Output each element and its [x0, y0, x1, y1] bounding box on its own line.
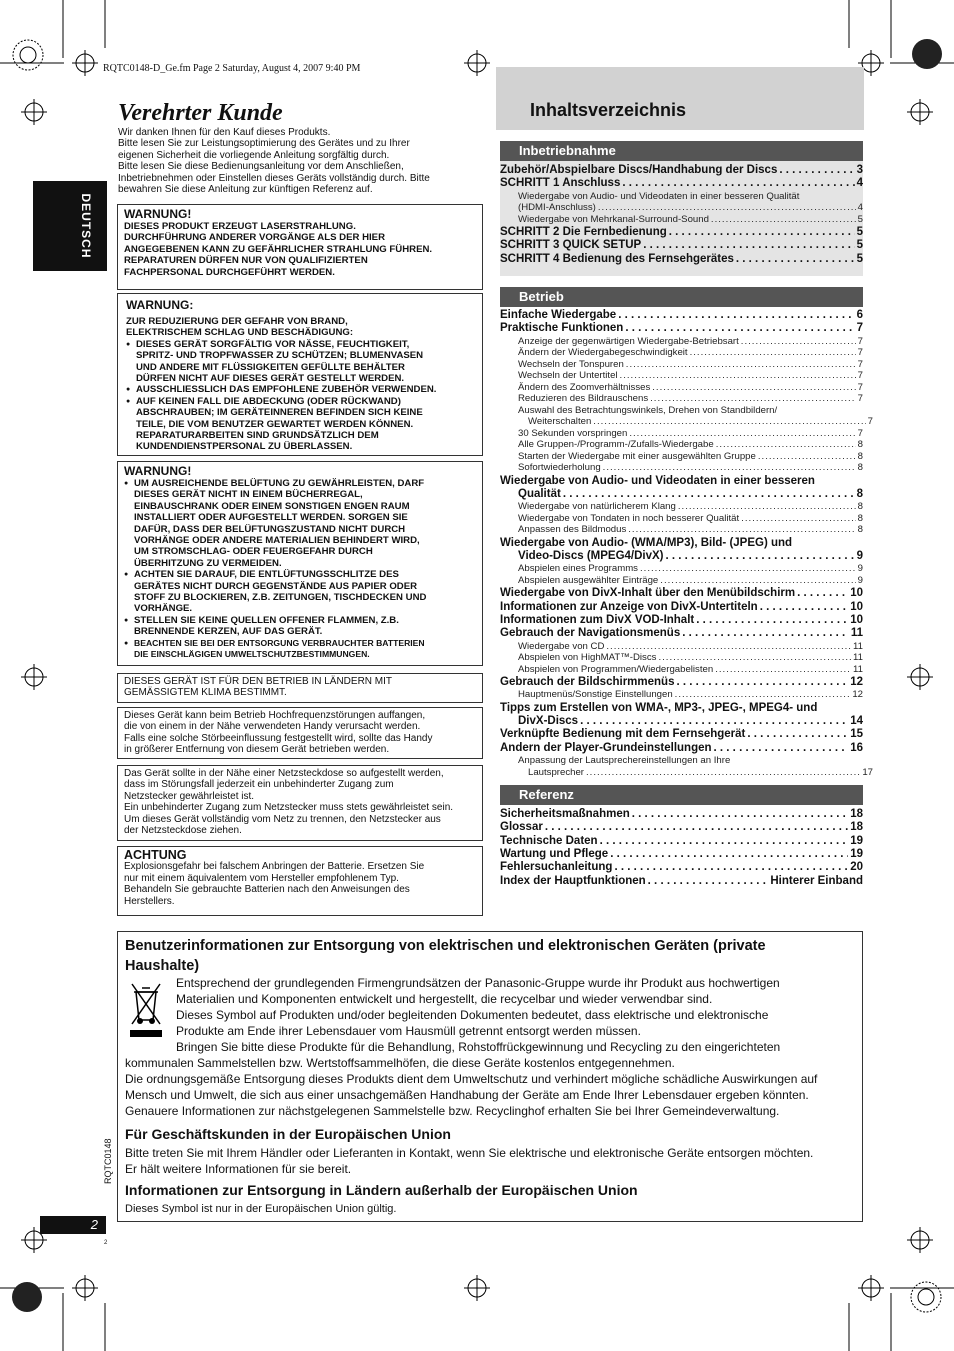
toc-entry — [500, 382, 863, 393]
rf-notice: Dieses Gerät kann beim Betrieb Hochfrequenzstörungen auffangen, die von einem in der Nähe verwendeten Handy verursacht werden. Falls eine solche Störbeeinflussung festgestellt wird, sollte das Handy in größerer Entfernung von diesem Gerät betrieben werden. — [117, 707, 483, 759]
toc-entry-page: 11 — [853, 663, 863, 675]
toc-entry — [500, 177, 863, 190]
intro-text: Wir danken Ihnen für den Kauf dieses Produkts. Bitte lesen Sie zur Leistungsoptimierung des Gerätes und zu Ihrer eigenen Sicherheit die vorliegende Anleitung sorgfältig durch. Bitte lesen Sie diese Bedienungsanleitung vor dem Anschließen, Inbetriebnehmen oder Einstellen dieses Geräts vollständig durch. Bitte bewahren Sie diese Anleitung zur künftigen Referenz auf. — [118, 127, 430, 196]
warning-bullet: ● ACHTEN SIE DARAUF, DIE ENTLÜFTUNGSSCHLITZE DES GERÄTES NICHT DURCH GEGENSTÄNDE AUS PAPIER ODER STOFF ZU BLOCKIEREN, Z.B. ZEITUNGEN, TISCHDECKEN UND VORHÄNGE. — [124, 569, 476, 615]
toc-entry-label: SCHRITT 4 Bedienung des Fernsehgerätes — [500, 252, 734, 265]
toc-entry-page: 15 — [850, 728, 863, 741]
toc-entry-label: Sicherheitsmaßnahmen — [500, 808, 630, 820]
toc-entry-label: Ändern der Wiedergabegeschwindigkeit — [518, 347, 688, 359]
toc-title: Inhaltsverzeichnis — [530, 100, 687, 120]
toc-entry-page: 7 — [857, 358, 863, 370]
toc-entry-page: 8 — [856, 487, 863, 500]
toc-entry-label: Abspielen von HighMAT™-Discs — [518, 652, 657, 663]
toc-entry-label: Gebrauch der Bildschirmmenüs — [500, 676, 675, 688]
toc-entry-label: Index der Hauptfunktionen — [500, 874, 646, 887]
toc-entry — [500, 715, 863, 728]
toc-entry-label: 30 Sekunden vorspringen — [518, 427, 628, 439]
toc-entry — [500, 513, 863, 524]
toc-entry — [500, 501, 863, 512]
toc-entry-label: Verknüpfte Bedienung mit dem Fernsehgerät — [500, 728, 746, 741]
toc-entry — [500, 202, 863, 213]
page-title: Verehrter Kunde — [118, 100, 283, 126]
toc-entry — [500, 309, 863, 322]
toc-entry-label: Praktische Funktionen — [500, 322, 624, 335]
toc-entry-page: 7 — [856, 322, 863, 335]
toc-entry — [500, 601, 863, 614]
toc-entry-label: Abspielen eines Programms — [518, 563, 638, 575]
climate-notice: DIESES GERÄT IST FÜR DEN BETRIEB IN LÄNDERN MIT GEMÄSSIGTEM KLIMA BESTIMMT. — [117, 673, 483, 703]
toc-entry — [500, 575, 863, 586]
toc-entry — [500, 835, 863, 848]
toc-entry — [500, 462, 863, 473]
caution-heading: ACHTUNG — [124, 848, 187, 862]
disposal-title: Benutzerinformationen zur Entsorgung von elektrischen und elektronischen Geräten (private Haushalte) — [125, 938, 766, 974]
toc-entry-page: 11 — [853, 652, 863, 663]
toc-entry-page: 16 — [850, 741, 863, 754]
toc-entry-label: Reduzieren des Bildrauschens — [518, 393, 649, 405]
disposal-paragraph: Entsprechend der grundlegenden Firmengrundsätzen der Panasonic-Gruppe wurde ihr Produkt aus hochwertigen Materialien und Komponenten entwickelt und hergestellt, die recycelbar und wieder verwendbar sind. Dieses Symbol auf Produkten und/oder begleitenden Dokumenten bedeutet, dass elektrische und elektronische Produkte am Ende ihrer Lebensdauer vom Hausmüll getrennt entsorgt werden müssen. Bringen Sie bitte diese Produkte für die Behandlung, Rohstoffrückgewinnung und Recycling zu den eingerichteten — [176, 976, 781, 1054]
toc-entry — [500, 405, 863, 416]
toc-entry-label: Sofortwiederholung — [518, 462, 601, 474]
toc-entry — [500, 861, 863, 874]
toc-entry-page: 9 — [856, 550, 863, 562]
toc-entry-page: Hinterer Einband — [770, 874, 863, 887]
toc-entry-page: 10 — [850, 600, 863, 613]
disposal-paragraph-2: kommunalen Sammelstellen bzw. Wertstoffsammelhöfen, die diese Geräte kostenlos entgegennehmen. Die ordnungsgemäße Entsorgung dieses Produkts dient dem Umweltschutz und verhindert mögliche schädliche Auswirkungen auf Mensch und Umwelt, die sich aus einer unsachgemäßen Handhabung der Geräte am Ende Ihrer Lebensdauer ergeben könnten. Genauere Informationen zur nächstgelegenen Sammelstelle bzw. Recyclinghof erhalten Sie bei Ihrer Gemeindeverwaltung. — [125, 1056, 818, 1118]
toc-entry-label: Technische Daten — [500, 834, 598, 847]
toc-entry — [500, 821, 863, 834]
toc-entry — [500, 641, 863, 652]
toc-entry-label: Ändern des Zoomverhältnisses — [518, 381, 651, 393]
toc-entry-page: 5 — [857, 213, 863, 225]
warning-heading: WARNUNG: — [126, 298, 194, 312]
toc-entry-page: 14 — [850, 715, 863, 728]
warning-heading: WARNUNG! — [124, 207, 192, 221]
toc-entry-label: Video-Discs (MPEG4/DivX) — [518, 550, 664, 562]
toc-entry-page: 8 — [857, 439, 863, 451]
toc-entry-page: 18 — [850, 821, 863, 834]
toc-entry — [500, 652, 863, 663]
toc-entry-label: Wiedergabe von Mehrkanal-Surround-Sound — [518, 213, 709, 225]
toc-entry-page: 12 — [850, 676, 863, 688]
warning-bullet: ● BEACHTEN SIE BEI DER ENTSORGUNG VERBRAUCHTER BATTERIEN DIE EINSCHLÄGIGEN UMWELTSCHUTZBESTIMMUNGEN. — [124, 638, 476, 661]
toc-entry-label: Glossar — [500, 821, 543, 834]
toc-entry-label: Anzeige der gegenwärtigen Wiedergabe-Betriebsart — [518, 335, 739, 347]
toc-entry — [500, 627, 863, 640]
toc-entry-label: SCHRITT 3 QUICK SETUP — [500, 239, 642, 252]
toc-entry — [500, 226, 863, 239]
page-number: 2 — [40, 1216, 106, 1234]
toc-entry-page: 8 — [857, 524, 863, 536]
toc-entry — [500, 689, 863, 700]
toc-entry — [500, 253, 863, 266]
toc-entry-page: 7 — [857, 347, 863, 359]
toc-entry-page: 4 — [857, 202, 863, 214]
toc-entry-label: Wiedergabe von Audio- und Videodaten in einer besseren — [500, 474, 815, 487]
toc-entry — [500, 416, 873, 427]
toc-header — [496, 67, 864, 130]
toc-entry — [500, 164, 863, 177]
toc-entry-label: Abspielen von Programmen/Wiedergabelisten — [518, 663, 714, 675]
toc-entry — [500, 537, 863, 550]
fire-warning-box: WARNUNG: ZUR REDUZIERUNG DER GEFAHR VON BRAND, ELEKTRISCHEM SCHLAG UND BESCHÄDIGUNG: ● DIESES GERÄT SORGFÄLTIG VOR NÄSSE, FEUCHTIGKEIT, SPRITZ- UND TROPFWASSER ZU SCHÜTZEN; BLUMENVASEN UND ANDERE MIT FLÜSSIGKEITEN GEFÜLLTE BEHÄLTER DÜRFEN NICHT AUF DIESES GERÄT GESTELLT WERDEN. ● AUSSCHLIESSLICH DAS EMPFOHLENE ZUBEHÖR VERWENDEN. ● AUF KEINEN FALL DIE ABDECKUNG (ODER RÜCKWAND) ABSCHRAUBEN; IM GERÄTEINNEREN BEFINDEN SICH KEINE TEILE, DIE VOM BENUTZER GEWARTET WERDEN KÖNNEN. REPARATURARBEITEN SIND GRUNDSÄTZLICH DEM KUNDENDIENSTPERSONAL ZU ÜBERLASSEN. — [117, 293, 483, 456]
warning-bullet: ● DIESES GERÄT SORGFÄLTIG VOR NÄSSE, FEUCHTIGKEIT, SPRITZ- UND TROPFWASSER ZU SCHÜTZEN; BLUMENVASEN UND ANDERE MIT FLÜSSIGKEITEN GEFÜLLTE BEHÄLTER DÜRFEN NICHT AUF DIESES GERÄT GESTELLT WERDEN. — [126, 339, 474, 385]
toc-entry — [500, 475, 863, 488]
toc-entry-page: 10 — [850, 587, 863, 600]
toc-entry-label: Wechseln der Untertitel — [518, 370, 618, 382]
toc-entry-label: SCHRITT 2 Die Fernbedienung — [500, 226, 667, 239]
toc-entry-label: Alle Gruppen-/Programm-/Zufalls-Wiedergabe — [518, 439, 714, 451]
toc-entry-page: 12 — [852, 689, 863, 701]
toc-entry — [500, 664, 863, 675]
battery-caution-box: ACHTUNG Explosionsgefahr bei falschem Anbringen der Batterie. Ersetzen Sie nur mit einem äquivalentem vom Hersteller empfohlenem Typ. Behandeln Sie gebrauchte Batterien nach den Anweisungen des Herstellers. — [117, 846, 483, 916]
file-header: RQTC0148-D_Ge.fm Page 2 Saturday, August 4, 2007 9:40 PM — [103, 63, 361, 74]
toc-entry — [500, 702, 863, 715]
ventilation-warning-box — [117, 461, 483, 666]
toc-entry — [500, 728, 863, 741]
business-paragraph: Bitte treten Sie mit Ihrem Händler oder Lieferanten in Kontakt, wenn Sie elektrische und elektronische Geräte entsorgen möchten. Er hält weitere Informationen für sie bereit. — [125, 1146, 814, 1176]
toc-entry-label: (HDMI-Anschluss) — [518, 202, 596, 214]
toc-entry-page: 8 — [857, 512, 863, 524]
toc-entry-label: Anpassung der Lautsprechereinstellungen an Ihre — [518, 755, 731, 766]
toc-entry-label: Wiedergabe von CD — [518, 640, 605, 652]
toc-entry-label: Wiedergabe von Audio- und Videodaten in einer besseren Qualität — [518, 190, 800, 202]
toc-entry — [500, 676, 863, 689]
toc-entry — [500, 428, 863, 439]
toc-entry — [500, 336, 863, 347]
toc-entry-page: 7 — [857, 335, 863, 347]
toc-entry-label: Lautsprecher — [528, 766, 584, 778]
toc-entry-label: Wechseln der Tonspuren — [518, 358, 624, 370]
toc-section-inbetriebnahme: Inbetriebnahme — [500, 141, 863, 161]
toc-entry-page: 8 — [857, 501, 863, 513]
toc-entry-label: Wiedergabe von Tondaten in noch besserer Qualität — [518, 512, 740, 524]
toc-entry-page: 9 — [857, 563, 863, 575]
document-code: RQTC0148 — [103, 1138, 113, 1184]
toc-entry-page: 7 — [857, 381, 863, 393]
toc-entry-label: SCHRITT 1 Anschluss — [500, 177, 621, 190]
outside-eu-heading: Informationen zur Entsorgung in Ländern außerhalb der Europäischen Union — [125, 1182, 638, 1198]
toc-entry-label: Wiedergabe von DivX-Inhalt über den Menübildschirm — [500, 587, 796, 600]
toc-entry — [500, 439, 863, 450]
toc-entry — [500, 742, 863, 755]
language-tab — [33, 181, 107, 271]
toc-entry-page: 9 — [857, 574, 863, 586]
warning-bullet: ● AUF KEINEN FALL DIE ABDECKUNG (ODER RÜCKWAND) ABSCHRAUBEN; IM GERÄTEINNEREN BEFINDEN SICH KEINE TEILE, DIE VOM BENUTZER GEWARTET WERDEN KÖNNEN. REPARATURARBEITEN SIND GRUNDSÄTZLICH DEM KUNDENDIENSTPERSONAL ZU ÜBERLASSEN. — [126, 396, 474, 453]
toc-entry-label: Wiedergabe von natürlicherem Klang — [518, 501, 676, 513]
warning-bullet: ● AUSSCHLIESSLICH DAS EMPFOHLENE ZUBEHÖR VERWENDEN. — [126, 384, 474, 395]
toc-entry-label: DivX-Discs — [518, 715, 579, 728]
warning-heading: WARNUNG! — [124, 464, 192, 478]
toc-entry-page: 17 — [862, 766, 873, 778]
toc-entry-label: Zubehör/Abspielbare Discs/Handhabung der Discs — [500, 164, 778, 176]
toc-entry — [500, 587, 863, 600]
toc-entry-page: 5 — [856, 239, 863, 252]
toc-entry-label: Weiterschalten — [528, 416, 592, 428]
toc-entry-label: Hauptmenüs/Sonstige Einstellungen — [518, 689, 673, 701]
toc-section-referenz: Referenz — [500, 785, 863, 805]
toc-entry — [500, 848, 863, 861]
toc-entry-label: Tipps zum Erstellen von WMA-, MP3-, JPEG-, MPEG4- und — [500, 701, 818, 714]
socket-notice: Das Gerät sollte in der Nähe einer Netzsteckdose so aufgestellt werden, dass im Störungsfall jederzeit ein unbehinderter Zugang zum Netzstecker gewährleistet ist. Ein unbehinderter Zugang zum Netzstecker muss stets gewährleistet sein. Um dieses Gerät vollständig vom Netz zu trennen, den Netzstecker aus der Netzsteckdose ziehen. — [117, 765, 483, 841]
toc-entry-label: Einfache Wiedergabe — [500, 309, 617, 321]
toc-entry — [500, 393, 863, 404]
toc-entry-page: 7 — [857, 393, 863, 405]
toc-entry — [500, 563, 863, 574]
toc-entry — [500, 614, 863, 627]
toc-entry-label: Informationen zum DivX VOD-Inhalt — [500, 613, 695, 626]
toc-entry-page: 11 — [850, 627, 863, 640]
laser-warning-box: WARNUNG! DIESES PRODUKT ERZEUGT LASERSTRAHLUNG. DURCHFÜHRUNG ANDERER VORGÄNGE ALS DER HIER ANGEGEBENEN KANN ZU GEFÄHRLICHER STRAHLUNG FÜHREN. REPARATUREN DÜRFEN NUR VON QUALIFIZIERTEN FACHPERSONAL DURCHGEFÜHRT WERDEN. — [117, 204, 483, 290]
toc-entry-page: 10 — [850, 613, 863, 626]
toc-entry — [500, 808, 863, 821]
toc-entry — [500, 191, 863, 202]
toc-entry-page: 20 — [850, 861, 863, 874]
toc-entry-label: Starten der Wiedergabe mit einer ausgewählten Gruppe — [518, 450, 756, 462]
toc-entry-label: Qualität — [518, 487, 561, 500]
toc-entry-label: Wartung und Pflege — [500, 847, 609, 860]
toc-entry-page: 4 — [856, 177, 863, 190]
disposal-info-box — [117, 931, 863, 1222]
toc-entry-label: Ändern der Player-Grundeinstellungen — [500, 741, 712, 754]
toc-entry-page: 7 — [867, 416, 873, 428]
toc-entry-page: 5 — [856, 226, 863, 239]
toc-entry-label: Anpassen des Bildmodus — [518, 524, 627, 536]
crossed-out-wheelie-bin-icon — [128, 980, 164, 1040]
toc-entry — [500, 359, 863, 370]
toc-entry — [500, 767, 873, 778]
toc-entry — [500, 347, 863, 358]
toc-entry-page: 19 — [850, 834, 863, 847]
toc-entry — [500, 451, 863, 462]
toc-entry — [500, 214, 863, 225]
toc-entry-page: 19 — [850, 847, 863, 860]
toc-entry-label: Gebrauch der Navigationsmenüs — [500, 627, 681, 640]
toc-entry — [500, 875, 863, 888]
toc-entry — [500, 370, 863, 381]
warning-bullet: ● UM AUSREICHENDE BELÜFTUNG ZU GEWÄHRLEISTEN, DARF DIESES GERÄT NICHT IN EINEM BÜCHERREGAL, EINBAUSCHRANK ODER EINEM SONSTIGEN ENGEN RAUM INSTALLIERT ODER AUFGESTELLT WERDEN. SORGEN SIE DAFÜR, DASS DER BELÜFTUNGSZUSTAND NICHT DURCH VORHÄNGE ODER ANDERE MATERIALIEN BEHINDERT WIRD, UM STROMSCHLAG- ODER FEUERGEFAHR DURCH ÜBERHITZUNG ZU VERMEIDEN. — [124, 478, 476, 569]
toc-entry-page: 6 — [856, 309, 863, 321]
toc-entry — [500, 755, 863, 766]
toc-entry-page: 8 — [857, 462, 863, 474]
toc-entry-page: 7 — [857, 427, 863, 439]
toc-entry-label: Wiedergabe von Audio- (WMA/MP3), Bild- (JPEG) und — [500, 536, 793, 549]
toc-entry-label: Fehlersuchanleitung — [500, 861, 613, 874]
toc-entry — [500, 322, 863, 335]
language-tab-label: DEUTSCH — [79, 193, 93, 259]
toc-entry — [500, 550, 863, 563]
toc-entry-page: 3 — [856, 164, 863, 176]
toc-entry-label: Auswahl des Betrachtungswinkels, Drehen von Standbildern/ — [518, 404, 778, 416]
toc-entry-label: Informationen zur Anzeige von DivX-Untertiteln — [500, 600, 758, 613]
toc-entry-label: Abspielen ausgewählter Einträge — [518, 574, 659, 586]
toc-entry — [500, 524, 863, 535]
warning-bullet: ● STELLEN SIE KEINE QUELLEN OFFENER FLAMMEN, Z.B. BRENNENDE KERZEN, AUF DAS GERÄT. — [124, 615, 476, 638]
toc-entry-page: 5 — [856, 252, 863, 265]
business-heading: Für Geschäftskunden in der Europäischen Union — [125, 1126, 451, 1142]
tiny-page-marker: 2 — [104, 1240, 108, 1246]
toc-entry — [500, 488, 863, 501]
toc-entry — [500, 239, 863, 252]
outside-eu-paragraph: Dieses Symbol ist nur in der Europäischen Union gültig. — [125, 1203, 397, 1215]
toc-entry-page: 7 — [857, 370, 863, 382]
toc-entry-page: 8 — [857, 450, 863, 462]
toc-entry-page: 18 — [850, 808, 863, 820]
toc-entry-page: 11 — [853, 640, 863, 652]
toc-section-betrieb: Betrieb — [500, 287, 863, 307]
